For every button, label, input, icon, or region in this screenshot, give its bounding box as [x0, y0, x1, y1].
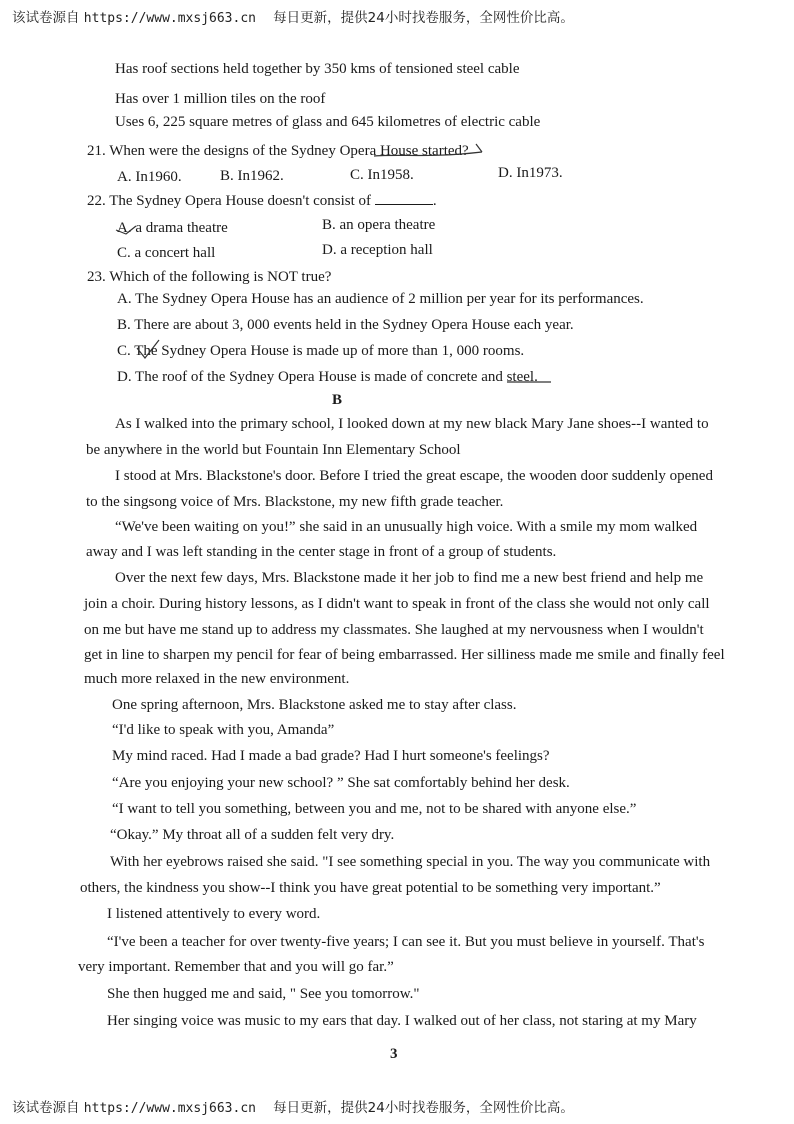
- q22-option-b: B. an opera theatre: [322, 217, 436, 233]
- page-number: 3: [390, 1046, 398, 1062]
- passage-line: very important. Remember that and you will go far.”: [78, 959, 394, 975]
- passage-line: join a choir. During history lessons, as I didn't want to speak in front of the class she would not only call: [84, 596, 710, 612]
- q23-option-c: C. The Sydney Opera House is made up of more than 1, 000 rooms.: [117, 343, 525, 359]
- footer-slogan: 每日更新，提供24小时找卷服务，全网性价比高。: [273, 1100, 574, 1116]
- header-url[interactable]: https://www.mxsj663.cn: [83, 11, 256, 26]
- q22-option-d: D. a reception hall: [322, 242, 433, 258]
- page-header: [12, 6, 772, 26]
- passage-line: “Okay.” My throat all of a sudden felt very dry.: [110, 827, 395, 843]
- footer-url[interactable]: https://www.mxsj663.cn: [83, 1101, 256, 1116]
- passage-line: be anywhere in the world but Fountain Inn Elementary School: [86, 442, 461, 458]
- passage-line: “I want to tell you something, between you and me, not to be shared with anyone else.”: [112, 801, 637, 817]
- q23-option-a: A. The Sydney Opera House has an audience of 2 million per year for its performances.: [117, 291, 644, 307]
- q22-option-c: C. a concert hall: [117, 245, 216, 261]
- passage-line: on me but have me stand up to address my classmates. She laughed at my nervousness when I wouldn't: [84, 622, 704, 638]
- q21-option-d: D. In1973.: [498, 165, 563, 181]
- fact-line-2: Has over 1 million tiles on the roof: [115, 91, 326, 107]
- q22-answer-blank: [375, 192, 433, 205]
- passage-line: One spring afternoon, Mrs. Blackstone asked me to stay after class.: [112, 697, 517, 713]
- passage-line: much more relaxed in the new environment.: [84, 671, 350, 687]
- fact-line-3: Uses 6, 225 square metres of glass and 645 kilometres of electric cable: [115, 114, 541, 130]
- passage-line: My mind raced. Had I made a bad grade? Had I hurt someone's feelings?: [112, 748, 550, 764]
- header-slogan: 每日更新，提供24小时找卷服务，全网性价比高。: [273, 10, 574, 26]
- passage-line: get in line to sharpen my pencil for fear of being embarrassed. Her silliness made me smile and finally feel: [84, 647, 725, 663]
- passage-line: to the singsong voice of Mrs. Blackstone, my new fifth grade teacher.: [86, 494, 504, 510]
- q21-stem: 21. When were the designs of the Sydney Opera House started?: [87, 143, 469, 159]
- section-b-heading: B: [332, 392, 343, 408]
- q22-stem-end: .: [432, 193, 437, 209]
- passage-line: Over the next few days, Mrs. Blackstone made it her job to find me a new best friend and help me: [115, 570, 704, 586]
- q23-option-d: D. The roof of the Sydney Opera House is made of concrete and steel.: [117, 369, 538, 385]
- passage-line: away and I was left standing in the center stage in front of a group of students.: [86, 544, 557, 560]
- q21-option-c: C. In1958.: [350, 167, 414, 183]
- header-source-label: 该试卷源自: [12, 10, 80, 26]
- page-footer: [12, 1096, 772, 1116]
- q22-option-a: A. a drama theatre: [117, 220, 228, 236]
- passage-line: She then hugged me and said, " See you tomorrow.": [107, 986, 420, 1002]
- q21-option-b: B. In1962.: [220, 168, 284, 184]
- footer-source-label: 该试卷源自: [12, 1100, 80, 1116]
- passage-line: “I've been a teacher for over twenty-five years; I can see it. But you must believe in yourself. That's: [107, 934, 705, 950]
- passage-line: “I'd like to speak with you, Amanda”: [112, 722, 335, 738]
- passage-line: With her eyebrows raised she said. "I see something special in you. The way you communicate with: [110, 854, 711, 870]
- passage-line: others, the kindness you show--I think you have great potential to be something very important.”: [80, 880, 661, 896]
- fact-line-1: Has roof sections held together by 350 kms of tensioned steel cable: [115, 61, 520, 77]
- passage-line: I stood at Mrs. Blackstone's door. Before I tried the great escape, the wooden door suddenly opened: [115, 468, 713, 484]
- q23-stem: 23. Which of the following is NOT true?: [87, 269, 332, 285]
- q23-option-b: B. There are about 3, 000 events held in the Sydney Opera House each year.: [117, 317, 574, 333]
- q21-option-a: A. In1960.: [117, 169, 182, 185]
- passage-line: As I walked into the primary school, I looked down at my new black Mary Jane shoes--I wanted to: [115, 416, 709, 432]
- passage-line: “We've been waiting on you!” she said in an unusually high voice. With a smile my mom walked: [115, 519, 698, 535]
- q22-stem-line: [87, 192, 437, 210]
- q22-stem: 22. The Sydney Opera House doesn't consist of: [87, 193, 372, 209]
- passage-line: I listened attentively to every word.: [107, 906, 321, 922]
- passage-line: “Are you enjoying your new school? ” She sat comfortably behind her desk.: [112, 775, 570, 791]
- passage-line: Her singing voice was music to my ears that day. I walked out of her class, not staring at my Mary: [107, 1013, 697, 1029]
